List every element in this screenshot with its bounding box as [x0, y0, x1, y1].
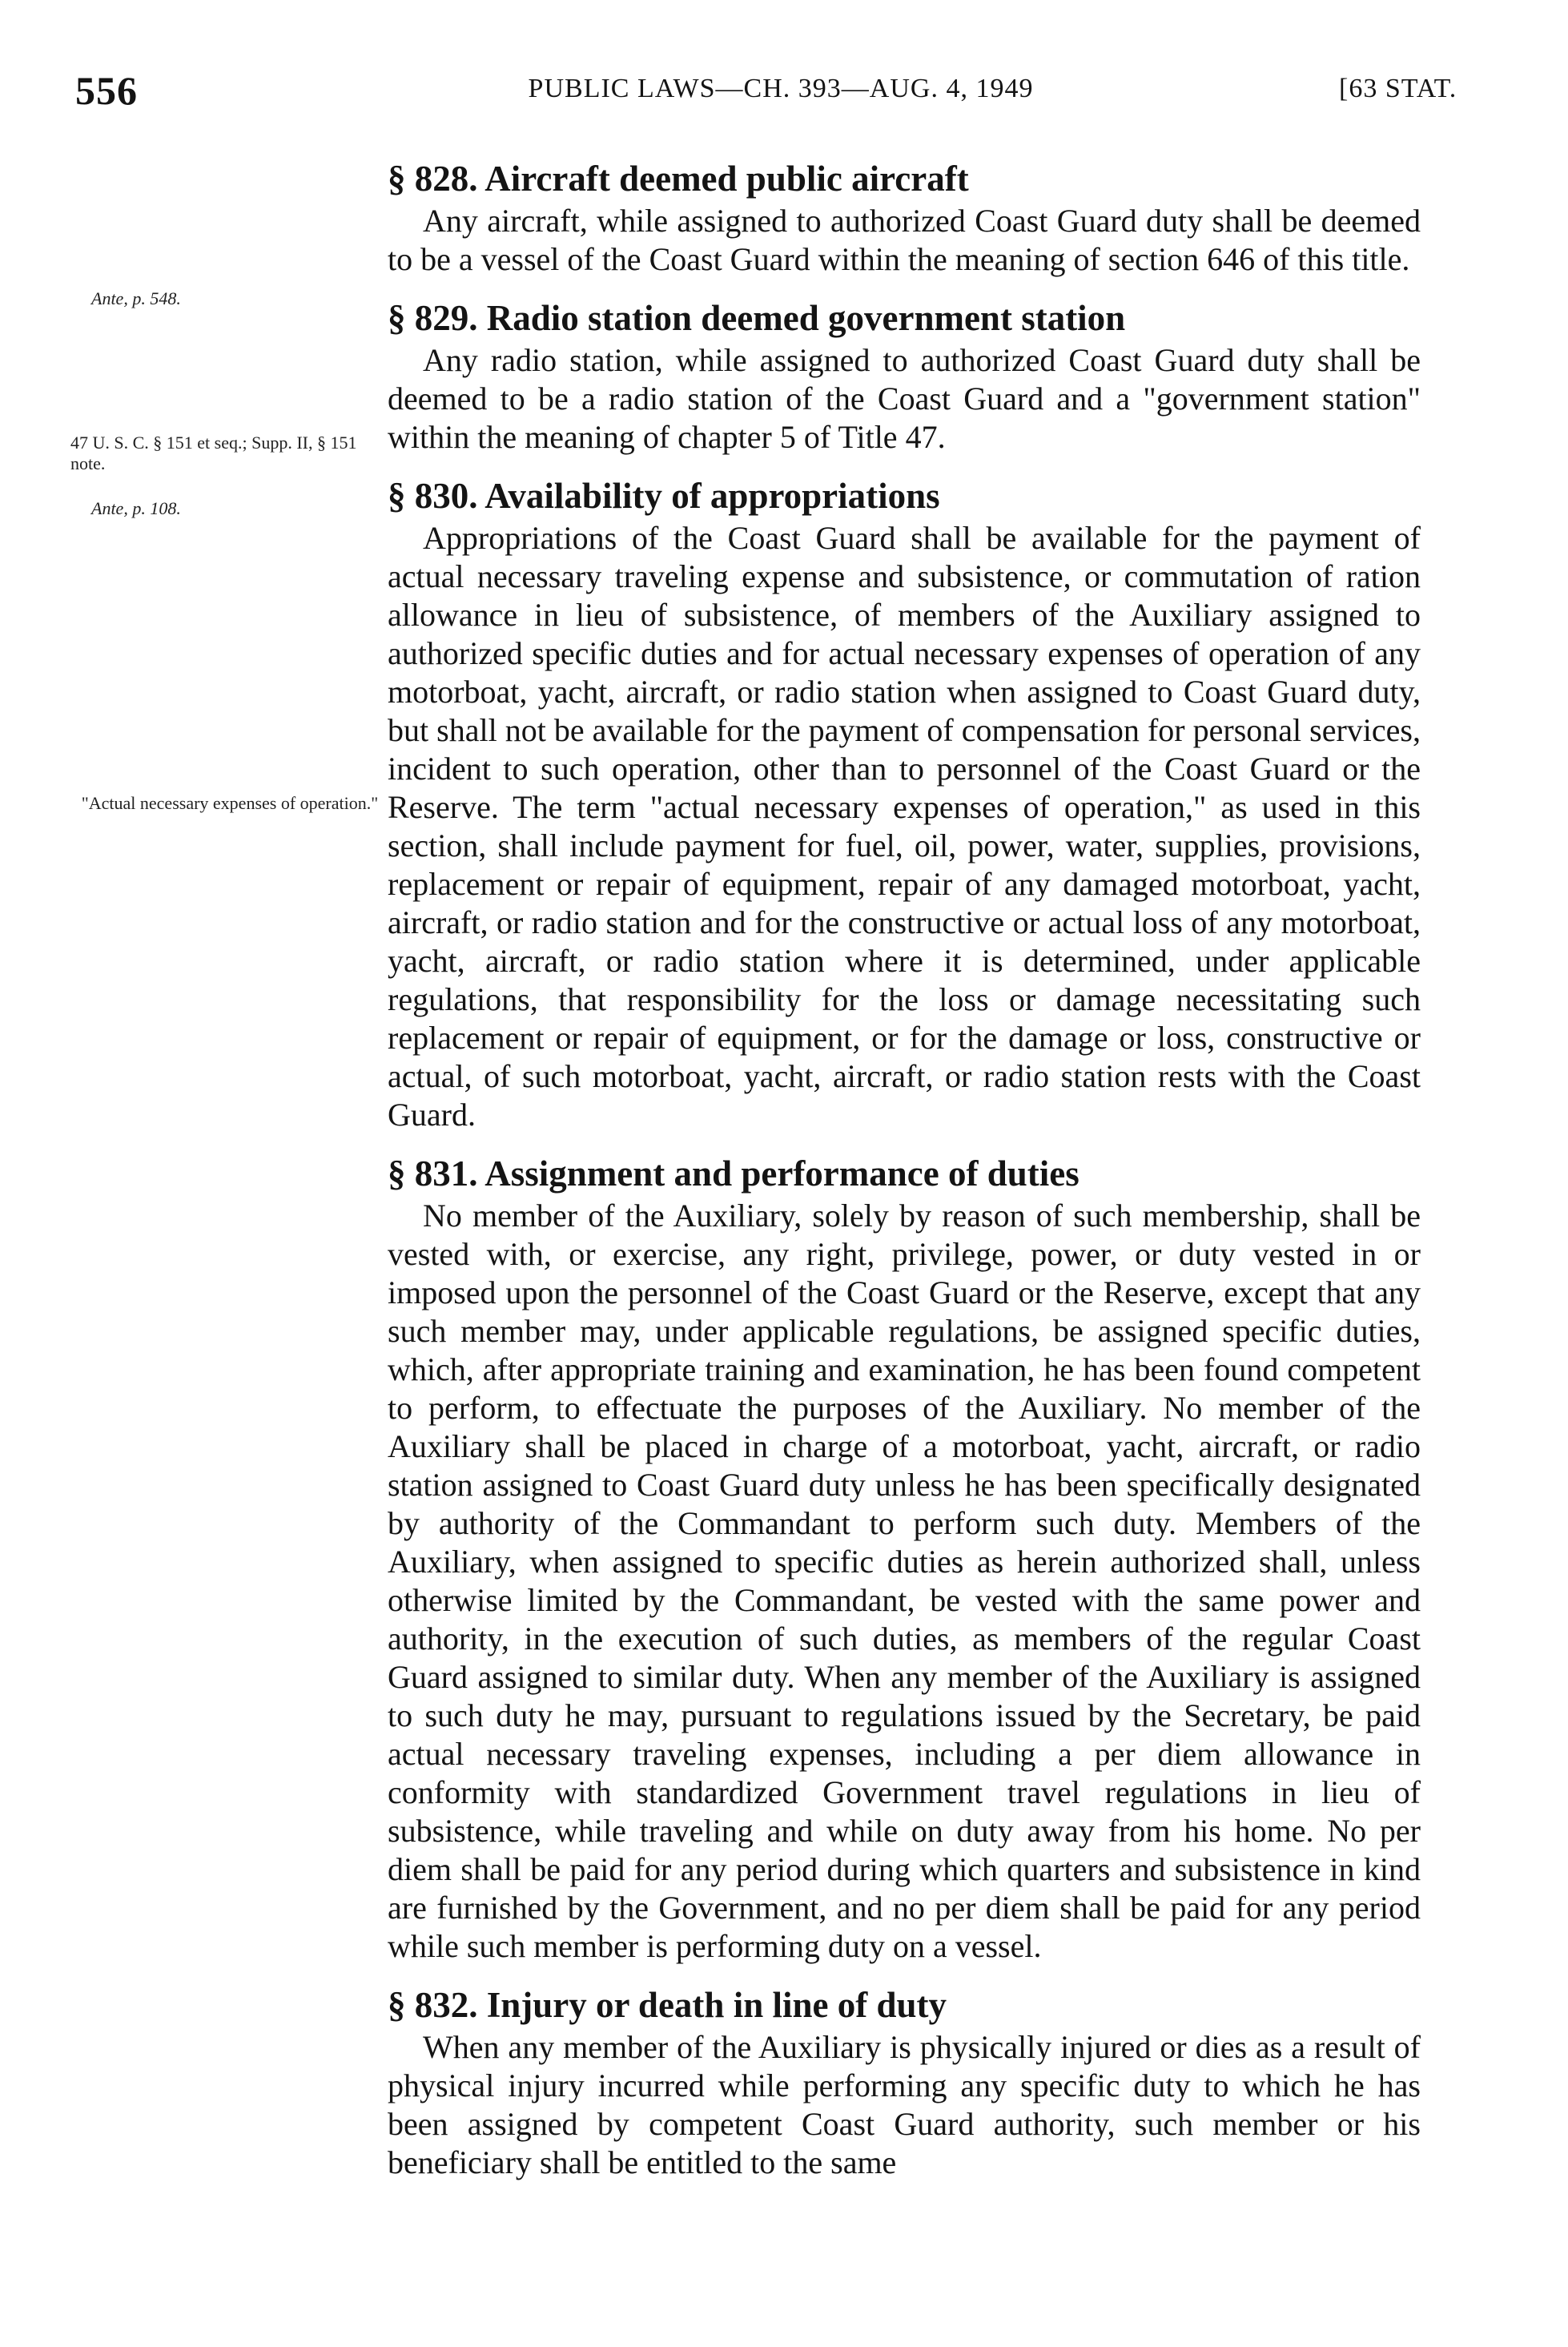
statute-reference: [63 STAT.	[1339, 74, 1457, 103]
page-number: 556	[75, 68, 138, 113]
running-head: PUBLIC LAWS—CH. 393—AUG. 4, 1949	[528, 74, 1034, 103]
section-text: No member of the Auxiliary, solely by reason of such membership, shall be vested with, or exercise, any right, privilege, power, or duty vested in or imposed upon the personnel of the Coast Guard or the Reserve, except that any such member may, under applicable regulations, be assigned specific duties, which, after appropriate training and examination, he has been found competent to perform, to effectuate the purposes of the Auxiliary. No member of the Auxiliary shall be placed in charge of a motorboat, yacht, aircraft, or radio station assigned to Coast Guard duty unless he has been specifically designated by authority of the Commandant to perform such duty. Members of the Auxiliary, when assigned to specific duties as herein authorized shall, unless otherwise limited by the Commandant, be vested with the same power and authority, in the execution of such duties, as members of the regular Coast Guard assigned to similar duty. When any member of the Auxiliary is assigned to such duty he may, pursuant to regulations issued by the Secretary, be paid actual necessary traveling expenses, including a per diem allowance in conformity with standardized Government travel regulations in lieu of subsistence, while traveling and while on duty away from his home. No per diem shall be paid for any period during which quarters and subsistence in kind are furnished by the Government, and no per diem shall be paid for any period while such member is performing duty on a vessel.	[388, 1198, 1421, 1964]
section-heading: § 830. Availability of appropriations	[388, 476, 940, 516]
page-header	[0, 67, 1568, 115]
margin-note-ante-108: Ante, p. 108.	[91, 498, 181, 518]
main-text	[388, 157, 1421, 2200]
section-heading: § 832. Injury or death in line of duty	[388, 1985, 947, 2025]
section-text: Any radio station, while assigned to authorized Coast Guard duty shall be deemed to be a radio station of the Coast Guard and a "government station" within the meaning of chapter 5 of Title 47.	[388, 342, 1421, 455]
section-heading: § 829. Radio station deemed government station	[388, 298, 1126, 338]
section-831	[388, 1152, 1421, 1966]
margin-note-actual-expenses: "Actual necessary expenses of operation."	[81, 793, 379, 813]
section-heading: § 828. Aircraft deemed public aircraft	[388, 159, 969, 199]
section-text: Any aircraft, while assigned to authorized Coast Guard duty shall be deemed to be a vessel of the Coast Guard within the meaning of section 646 of this title.	[388, 203, 1421, 277]
section-text: Appropriations of the Coast Guard shall be available for the payment of actual necessary traveling expense and subsistence, or commutation of ration allowance in lieu of subsistence, of members of the Auxiliary assigned to authorized specific duties and for actual necessary expenses of operation of any motorboat, yacht, aircraft, or radio station when assigned to Coast Guard duty, but shall not be available for the payment of compensation for personal services, incident to such operation, other than to personnel of the Coast Guard or the Reserve. The term "actual necessary expenses of operation," as used in this section, shall include payment for fuel, oil, power, water, supplies, provisions, replacement or repair of equipment, repair of any damaged motorboat, yacht, aircraft, or radio station and for the constructive or actual loss of any motorboat, yacht, aircraft, or radio station where it is determined, under applicable regulations, that responsibility for the loss or damage necessitating such replacement or repair of equipment, or for the damage or loss, constructive or actual, of such motorboat, yacht, aircraft, or radio station rests with the Coast Guard.	[388, 520, 1421, 1133]
section-828	[388, 157, 1421, 279]
margin-note-usc-citation: 47 U. S. C. § 151 et seq.; Supp. II, § 151 note.	[70, 433, 357, 473]
section-heading: § 831. Assignment and performance of duties	[388, 1153, 1080, 1194]
section-text: When any member of the Auxiliary is physically injured or dies as a result of physical injury incurred while performing any specific duty to which he has been assigned by competent Coast Guard authority, such member or his beneficiary shall be entitled to the same	[388, 2029, 1421, 2180]
section-829	[388, 296, 1421, 457]
margin-note-ante-548: Ante, p. 548.	[91, 288, 181, 308]
section-830	[388, 474, 1421, 1134]
section-832	[388, 1983, 1421, 2182]
